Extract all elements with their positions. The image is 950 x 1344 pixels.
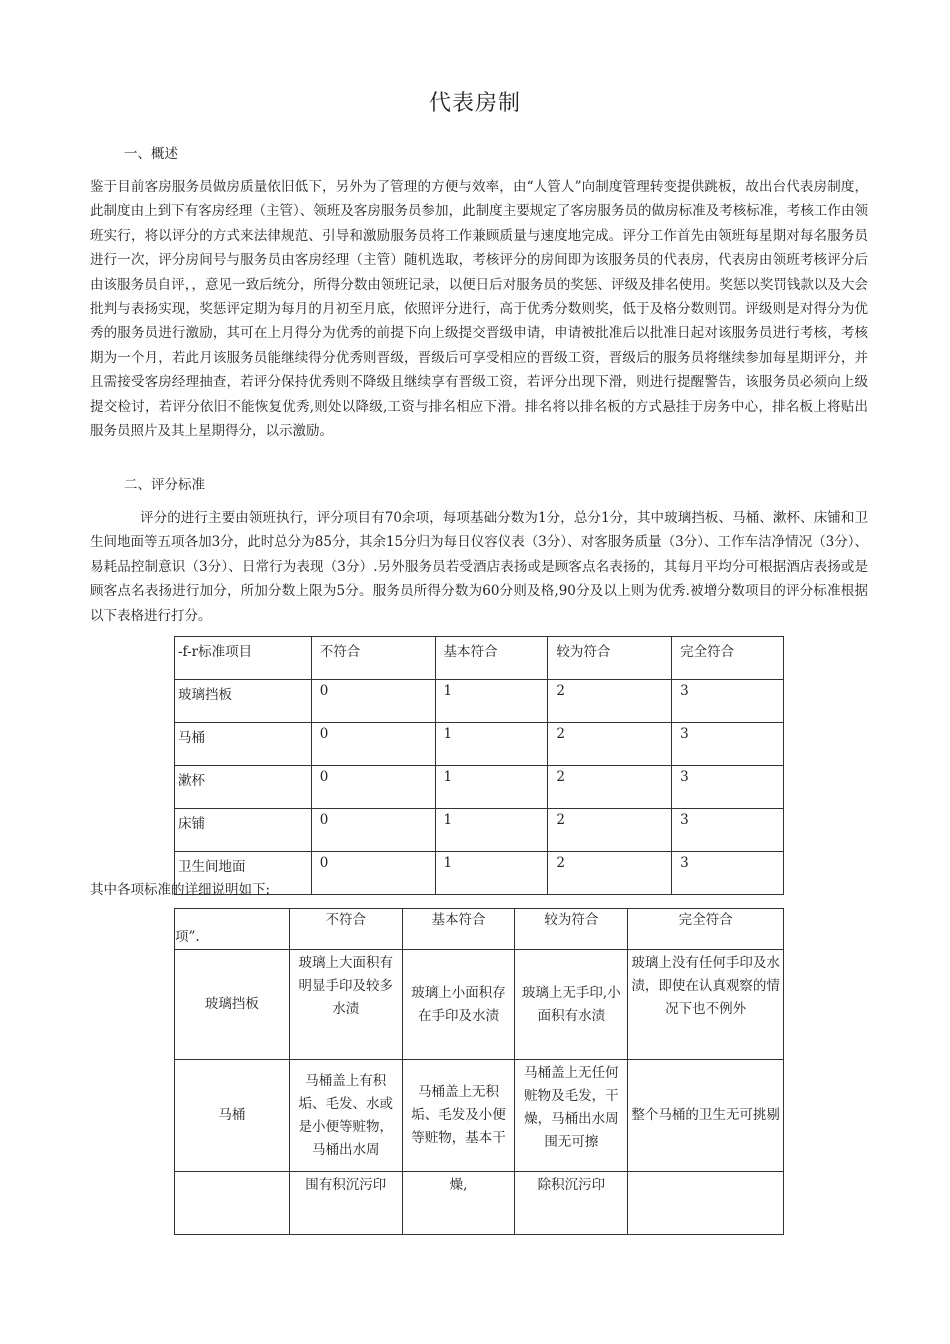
score-value-cell: 0 [311, 809, 435, 852]
score-value-cell: 3 [672, 723, 784, 766]
score-table-header-row [175, 637, 784, 680]
score-item-cell: 漱杯 [175, 766, 312, 809]
detail-desc-cell: 整个马桶的卫生无可挑剔 [628, 1060, 784, 1172]
score-item-cell: 马桶 [175, 723, 312, 766]
detail-desc-cell [628, 1172, 784, 1235]
detail-header-cell: 不符合 [289, 909, 402, 950]
detail-desc-cell: 围有积沉污印 [289, 1172, 402, 1235]
detail-desc-cell: 玻璃上没有任何手印及水渍，即使在认真观察的情况下也不例外 [628, 950, 784, 1060]
detail-desc-cell: 玻璃上小面积存在手印及水渍 [402, 950, 515, 1060]
score-value-cell: 3 [672, 852, 784, 895]
table-row [175, 1060, 784, 1172]
score-item-cell: 床铺 [175, 809, 312, 852]
score-header-cell: 完全符合 [672, 637, 784, 680]
detail-header-cell: 基本符合 [402, 909, 515, 950]
score-header-cell: -f-r标准项目 [175, 637, 312, 680]
detail-item-cell [175, 1172, 290, 1235]
detail-desc-cell: 玻璃上大面积有明显手印及较多水渍 [289, 950, 402, 1060]
detail-desc-cell: 马桶盖上有积垢、毛发、水或是小便等赃物，马桶出水周 [289, 1060, 402, 1172]
score-value-cell: 3 [672, 680, 784, 723]
detail-header-cell: 完全符合 [628, 909, 784, 950]
detail-desc-cell: 除积沉污印 [515, 1172, 628, 1235]
score-value-cell: 0 [311, 680, 435, 723]
score-value-cell: 0 [311, 852, 435, 895]
table-row [175, 950, 784, 1060]
detail-header-cell: 较为符合 [515, 909, 628, 950]
score-value-cell: 2 [548, 809, 672, 852]
detail-corner-cell: 项”. [175, 909, 290, 950]
table-row [175, 1172, 784, 1235]
score-value-cell: 1 [435, 723, 548, 766]
score-value-cell: 1 [435, 680, 548, 723]
detail-desc-cell: 马桶盖上无任何赃物及毛发，干燥，马桶出水周围无可擦 [515, 1060, 628, 1172]
score-header-cell: 较为符合 [548, 637, 672, 680]
score-value-cell: 1 [435, 766, 548, 809]
score-value-cell: 0 [311, 766, 435, 809]
overview-paragraph: 鉴于目前客房服务员做房质量依旧低下，另外为了管理的方便与效率，由“人管人”向制度管理转变提供跳板，故出台代表房制度，此制度由上到下有客房经理（主管）、领班及客房服务员参加，此制度主要规定了客房服务员的做房标准及考核标准，考核工作由领班实行，将以评分的方式来法律规范、引导和激励服务员将工作兼顾质量与速度地完成。评分工作首先由领班每星期对每名服务员进行一次，评分房间号与服务员由客房经理（主管）随机选取，考核评分的房间即为该服务员的代表房，代表房由领班考核评分后由该服务员自评，，意见一致后统分，所得分数由领班记录，以便日后对服务员的奖惩、评级及排名使用。奖惩以奖罚钱款以及大会批判与表扬实现，奖惩评定期为每月的月初至月底，依照评分进行，高于优秀分数则奖，低于及格分数则罚。评级则是对得分为优秀的服务员进行激励，其可在上月得分为优秀的前提下向上级提交晋级申请，申请被批准后以批准日起对该服务员进行考核，考核期为一个月，若此月该服务员能继续得分优秀则晋级，晋级后可享受相应的晋级工资，晋级后的服务员将继续参加每星期评分，并且需接受客房经理抽查，若评分保持优秀则不降级且继续享有晋级工资，若评分出现下滑，则进行提醒警告，该服务员必须向上级提交检讨，若评分依旧不能恢复优秀,则处以降级,工资与排名相应下滑。排名将以排名板的方式悬挂于房务中心，排名板上将贴出服务员照片及其上星期得分，以示激励。 [90, 179, 868, 440]
table-row [175, 680, 784, 723]
detail-desc-cell: 马桶盖上无积垢、毛发及小便等赃物，基本干 [402, 1060, 515, 1172]
score-value-cell: 3 [672, 809, 784, 852]
score-header-cell: 基本符合 [435, 637, 548, 680]
score-value-cell: 1 [435, 809, 548, 852]
table-row [175, 809, 784, 852]
score-value-cell: 2 [548, 723, 672, 766]
scoring-paragraph: 评分的进行主要由领班执行，评分项目有70余项，每项基础分数为1分，总分1分，其中玻璃挡板、马桶、漱杯、床铺和卫生间地面等五项各加3分，此时总分为85分，其余15分归为每日仪容仪表（3分）、对客服务质量（3分）、工作车洁净情况（3分）、易耗品控制意识（3分）、日常行为表现（3分）.另外服务员若受酒店表扬或是顾客点名表扬的，其每月平均分可根据酒店表扬或是顾客点名表扬进行加分，所加分数上限为5分。服务员所得分数为60分则及格,90分及以上则为优秀.被增分数项目的评分标准根据以下表格进行打分。 [90, 510, 868, 624]
score-item-cell: 卫生间地面 [175, 852, 312, 895]
score-value-cell: 1 [435, 852, 548, 895]
detail-desc-cell: 玻璃上无手印,小面积有水渍 [515, 950, 628, 1060]
score-item-cell: 玻璃挡板 [175, 680, 312, 723]
detail-table [174, 908, 784, 1235]
detail-desc-cell: 燥, [402, 1172, 515, 1235]
section-heading-overview: 一、概述 [124, 146, 178, 162]
detail-caption: 其中各项标准的详细说明如下: [90, 882, 271, 898]
score-value-cell: 2 [548, 852, 672, 895]
score-value-cell: 0 [311, 723, 435, 766]
detail-table-header-row [175, 909, 784, 950]
table-row [175, 766, 784, 809]
score-value-cell: 2 [548, 680, 672, 723]
detail-item-cell: 马桶 [175, 1060, 290, 1172]
score-table [174, 636, 784, 895]
score-value-cell: 2 [548, 766, 672, 809]
score-header-cell: 不符合 [311, 637, 435, 680]
table-row [175, 723, 784, 766]
section-heading-scoring: 二、评分标准 [124, 477, 205, 493]
detail-item-cell: 玻璃挡板 [175, 950, 290, 1060]
score-value-cell: 3 [672, 766, 784, 809]
document-title: 代表房制 [428, 91, 521, 116]
